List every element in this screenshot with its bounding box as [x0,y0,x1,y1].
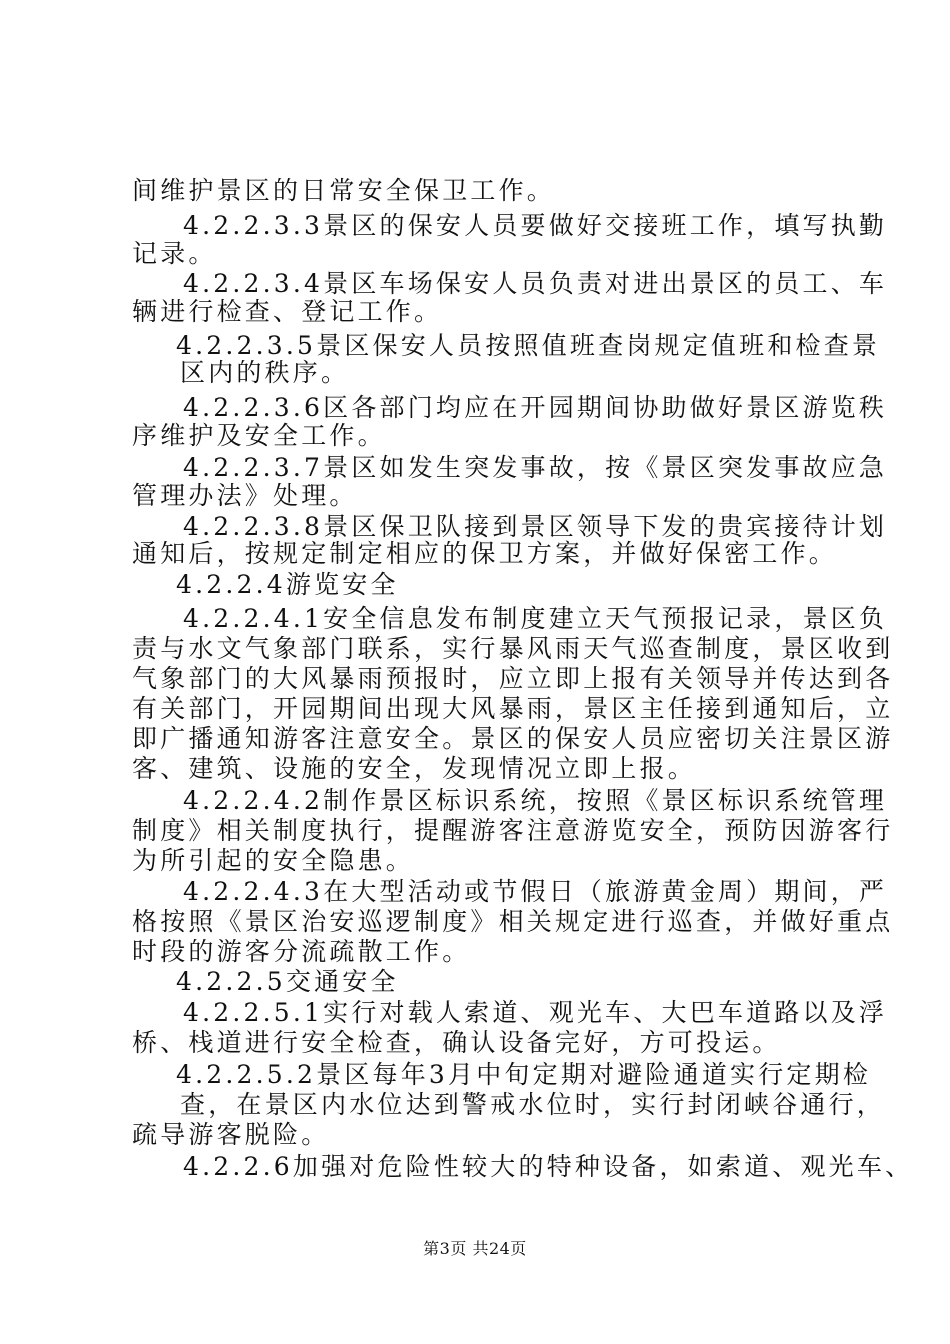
text-line: 4.2.2.4游览安全 [176,570,399,599]
text-line: 4.2.2.3.6区各部门均应在开园期间协助做好景区游览秩 [183,393,888,422]
text-line: 4.2.2.5.2景区每年3月中旬定期对避险通道实行定期检 [176,1060,872,1089]
text-line: 序维护及安全工作。 [132,421,386,450]
text-line: 时段的游客分流疏散工作。 [132,937,471,966]
text-line: 为所引起的安全隐患。 [132,846,415,875]
text-line: 4.2.2.4.3在大型活动或节假日（旅游黄金周）期间，严 [183,877,888,906]
text-line: 查，在景区内水位达到警戒水位时，实行封闭峡谷通行， [180,1090,886,1119]
text-line: 4.2.2.3.5景区保安人员按照值班查岗规定值班和检查景 [176,331,881,360]
text-line: 辆进行检查、登记工作。 [132,297,443,326]
page-number-footer: 第3页 共24页 [423,1239,527,1258]
text-line: 4.2.2.3.4景区车场保安人员负责对进出景区的员工、车 [183,269,888,298]
text-line: 4.2.2.3.7景区如发生突发事故，按《景区突发事故应急 [183,453,888,482]
text-line: 4.2.2.5交通安全 [176,967,399,996]
text-line: 有关部门，开园期间出现大风暴雨，景区主任接到通知后，立 [132,694,894,723]
text-line: 间维护景区的日常安全保卫工作。 [132,176,556,205]
text-line: 区内的秩序。 [180,358,350,387]
text-line: 4.2.2.4.2制作景区标识系统，按照《景区标识系统管理 [183,786,888,815]
text-line: 客、建筑、设施的安全，发现情况立即上报。 [132,754,697,783]
text-line: 记录。 [132,239,217,268]
text-line: 管理办法》处理。 [132,481,358,510]
text-line: 即广播通知游客注意安全。景区的保安人员应密切关注景区游 [132,724,894,753]
text-line: 4.2.2.6加强对危险性较大的特种设备，如索道、观光车、 [183,1152,914,1181]
text-line: 桥、栈道进行安全检查，确认设备完好，方可投运。 [132,1028,781,1057]
text-line: 责与水文气象部门联系，实行暴风雨天气巡查制度，景区收到 [132,634,894,663]
text-line: 格按照《景区治安巡逻制度》相关规定进行巡查，并做好重点 [132,907,894,936]
text-line: 通知后，按规定制定相应的保卫方案，并做好保密工作。 [132,539,838,568]
text-line: 4.2.2.3.3景区的保安人员要做好交接班工作，填写执勤 [183,211,888,240]
text-line: 4.2.2.3.8景区保卫队接到景区领导下发的贵宾接待计划 [183,512,888,541]
text-line: 气象部门的大风暴雨预报时，应立即上报有关领导并传达到各 [132,664,894,693]
text-line: 疏导游客脱险。 [132,1120,330,1149]
text-line: 4.2.2.4.1安全信息发布制度建立天气预报记录，景区负 [183,604,888,633]
text-line: 制度》相关制度执行，提醒游客注意游览安全，预防因游客行 [132,816,894,845]
text-line: 4.2.2.5.1实行对载人索道、观光车、大巴车道路以及浮 [183,998,888,1027]
